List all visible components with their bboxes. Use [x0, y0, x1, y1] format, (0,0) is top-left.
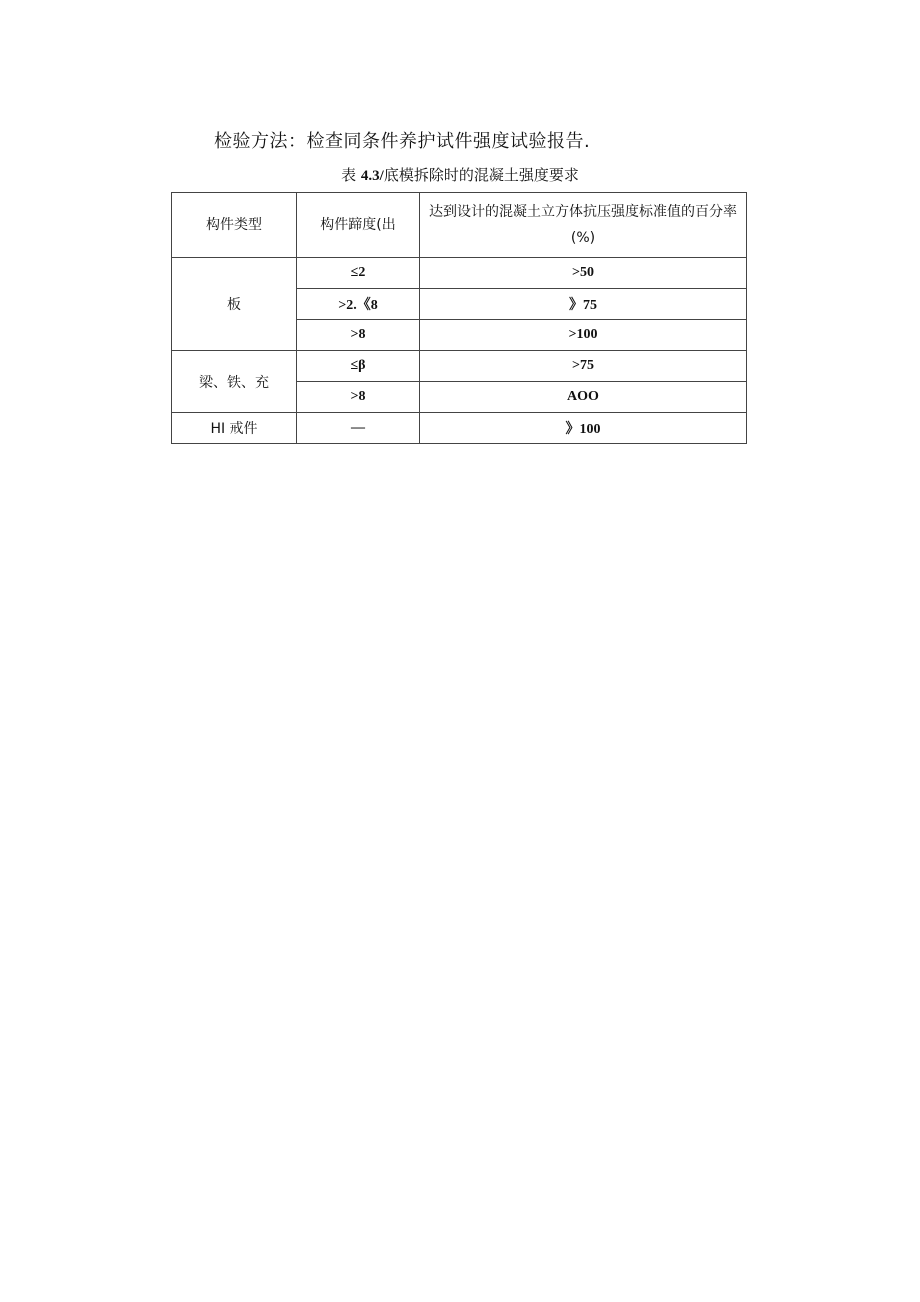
ratio-cell: >100	[420, 320, 747, 351]
inspection-method-text: 检验方法：检查同条件养护试件强度试验报告.	[214, 131, 591, 152]
header-member-type: 构件类型	[172, 193, 297, 258]
strength-requirement-table	[171, 192, 747, 444]
group-type-cantilever: HI 戒件	[172, 413, 297, 444]
header-strength-ratio	[420, 193, 747, 258]
ratio-cell: 》100	[420, 413, 747, 444]
span-cell: >8	[297, 320, 420, 351]
table-row	[172, 258, 747, 289]
span-cell: ≤2	[297, 258, 420, 289]
span-cell: >2.《8	[297, 289, 420, 320]
caption-title: 底模拆除时的混凝土强度要求	[383, 166, 579, 184]
ratio-cell: 》75	[420, 289, 747, 320]
table-row	[172, 413, 747, 444]
table-caption	[0, 164, 920, 185]
header-ratio-line1: 达到设计的混凝土立方体抗压强度标准值的百分率	[429, 204, 737, 220]
table-header-row	[172, 193, 747, 258]
group-type-slab: 板	[172, 258, 297, 351]
caption-prefix: 表	[341, 166, 357, 184]
ratio-cell: >50	[420, 258, 747, 289]
ratio-cell: AOO	[420, 382, 747, 413]
ratio-cell: >75	[420, 351, 747, 382]
caption-number: 4.3/	[360, 168, 384, 184]
header-member-span: 构件蹄度(出	[297, 193, 420, 258]
span-cell: ≤β	[297, 351, 420, 382]
header-ratio-line2: (%)	[570, 230, 596, 246]
span-cell: —	[297, 413, 420, 444]
span-cell: >8	[297, 382, 420, 413]
group-type-beam: 梁、铁、充	[172, 351, 297, 413]
table-row	[172, 351, 747, 382]
